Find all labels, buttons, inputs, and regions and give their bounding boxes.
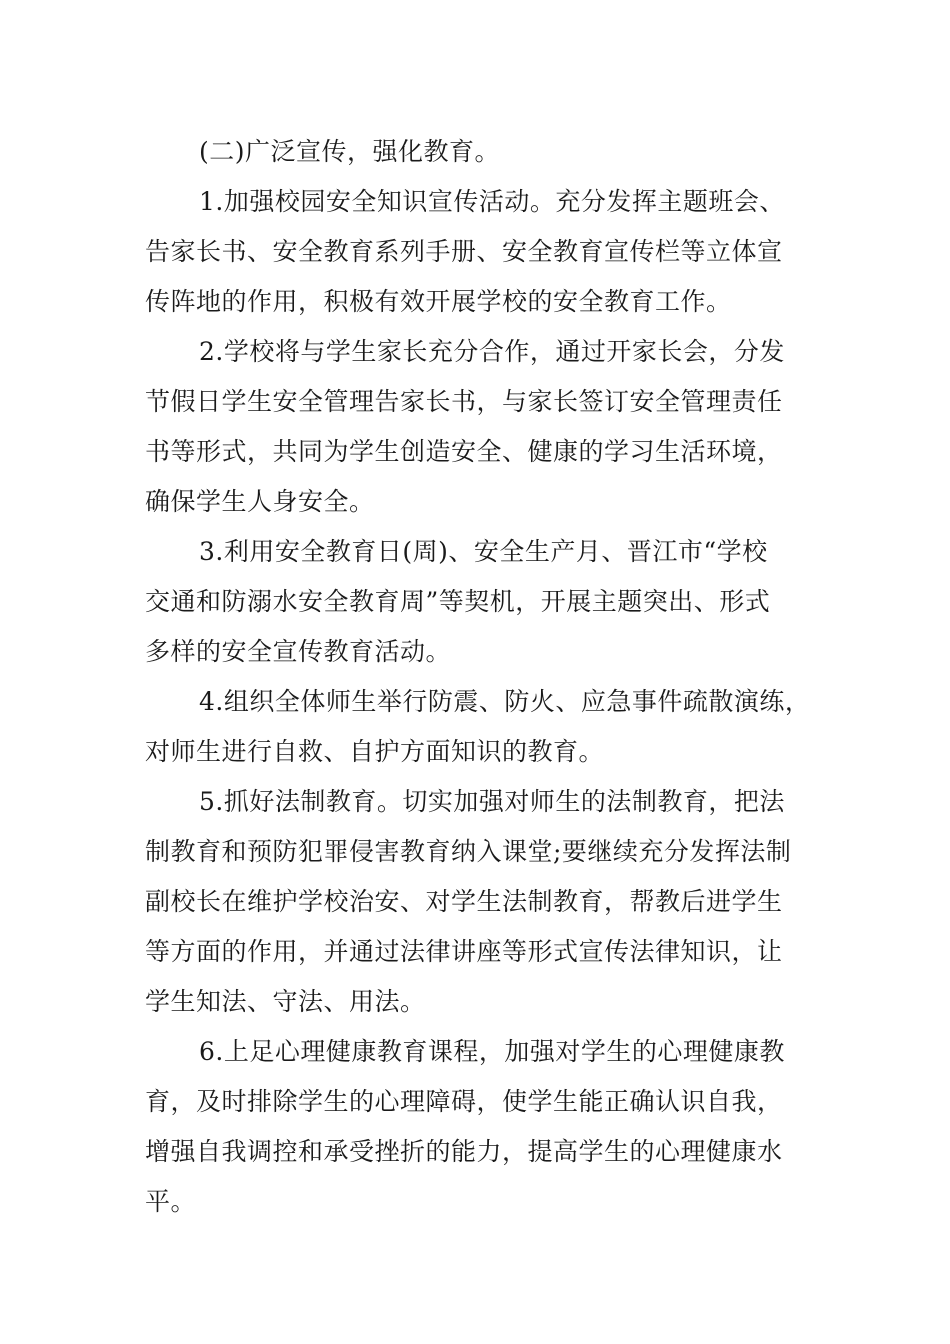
paragraph-1-line: 传阵地的作用，积极有效开展学校的安全教育工作。 [145,287,732,316]
section-heading: (二)广泛宣传，强化教育。 [199,137,501,166]
paragraph-5-line: 5.抓好法制教育。切实加强对师生的法制教育，把法 [199,787,785,816]
paragraph-5-line: 制教育和预防犯罪侵害教育纳入课堂;要继续充分发挥法制 [145,837,792,866]
paragraph-3-line: 3.利用安全教育日(周)、安全生产月、晋江市“学校 [199,537,768,566]
paragraph-6-line: 平。 [145,1187,197,1216]
paragraph-2-line: 书等形式，共同为学生创造安全、健康的学习生活环境， [145,437,783,466]
paragraph-1-line: 1.加强校园安全知识宣传活动。充分发挥主题班会、 [199,187,785,216]
paragraph-4-line: 对师生进行自救、自护方面知识的教育。 [145,737,605,766]
paragraph-3-line: 交通和防溺水安全教育周”等契机，开展主题突出、形式 [145,587,771,616]
paragraph-2-line: 确保学生人身安全。 [145,487,375,516]
paragraph-5-line: 副校长在维护学校治安、对学生法制教育，帮教后进学生 [145,887,783,916]
paragraph-5-line: 学生知法、守法、用法。 [145,987,426,1016]
paragraph-6-line: 育，及时排除学生的心理障碍，使学生能正确认识自我， [145,1087,783,1116]
paragraph-4-line: 4.组织全体师生举行防震、防火、应急事件疏散演练， [199,687,811,716]
paragraph-2-line: 节假日学生安全管理告家长书，与家长签订安全管理责任 [145,387,783,416]
paragraph-2-line: 2.学校将与学生家长充分合作，通过开家长会，分发 [199,337,785,366]
paragraph-3-line: 多样的安全宣传教育活动。 [145,637,452,666]
paragraph-6-line: 6.上足心理健康教育课程，加强对学生的心理健康教 [199,1037,785,1066]
paragraph-1-line: 告家长书、安全教育系列手册、安全教育宣传栏等立体宣 [145,237,783,266]
paragraph-6-line: 增强自我调控和承受挫折的能力，提高学生的心理健康水 [145,1137,783,1166]
paragraph-5-line: 等方面的作用，并通过法律讲座等形式宣传法律知识，让 [145,937,783,966]
